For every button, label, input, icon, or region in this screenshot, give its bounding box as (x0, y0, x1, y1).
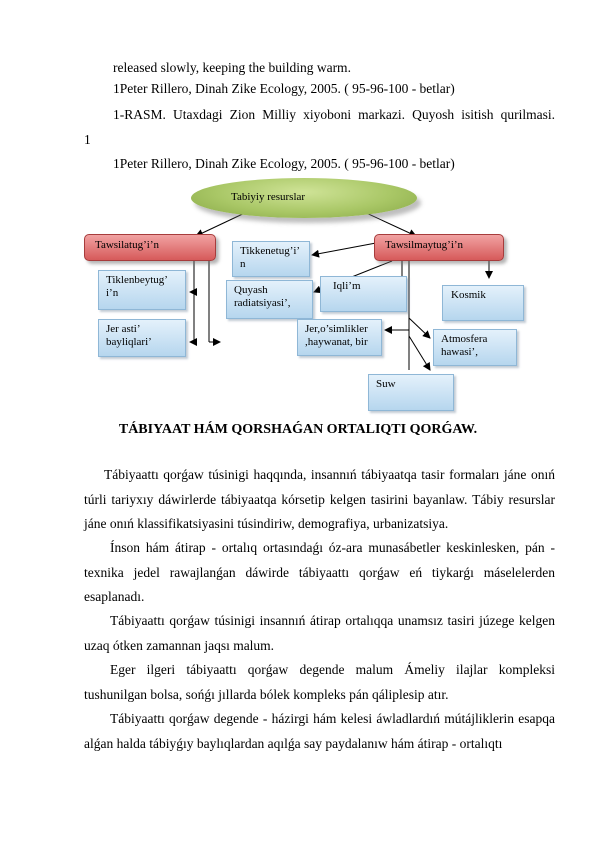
middle-item-node: Quyash radiatsiyasi’, (226, 280, 313, 319)
body-paragraph: Tábiyaattı qorǵaw túsinigi insannıń átirap ortalıqqa unamsız tasiri júzege kelgen uzaq ótken zamannan jaqsı malum. (84, 613, 555, 653)
nonrenewable-category-node: Tawsilmaytug’i’n (374, 234, 504, 261)
renewable-category-node: Tawsilatug’i’n (84, 234, 216, 261)
footnote-reference: 1Peter Rillero, Dinah Zike Ecology, 2005. ( 95-96-100 - betlar) (113, 81, 455, 96)
body-paragraph: Ínson hám átirap - ortalıq ortasındaǵı óz-ara munasábetler keskinlesken, pán - texnika jedel rawajlanǵan dáwirde tábiyaattı qorǵaw eń tiykarǵı máselelerden esaplanadı. (84, 540, 555, 605)
text-line: released slowly, keeping the building warm. (113, 60, 351, 75)
footnote-reference: 1Peter Rillero, Dinah Zike Ecology, 2005. ( 95-96-100 - betlar) (113, 156, 455, 171)
figure-caption: 1-RASM. Utaxdagi Zion Milliy xiyoboni markazi. Quyosh isitish qurilmasi. (113, 107, 555, 122)
left-item-node: Tiklenbeytug’ i’n (98, 270, 186, 310)
right-item-node: Kosmik (442, 285, 524, 321)
section-heading: TÁBIYAAT HÁM QORSHAǴAN ORTALIQTI QORǴAW. (118, 422, 478, 437)
body-paragraph: Tábiyaattı qorǵaw túsinigi haqqında, insannıń tábiyaatqa tasir formaları jáne onıń túrli tariyxıy dáwirlerde tábiyaatqa kórsetip kelgen tasirini bayanlaw. Tábiy resurslar jáne onıń klassifikatsiyasini túsindiriw, demografiya, urbanizatsiya. (84, 467, 555, 532)
root-node: Tabiyiy resurslar (191, 178, 417, 218)
middle-item-node: Iqli’m (320, 276, 407, 312)
middle-item-node: Suw (368, 374, 454, 411)
middle-item-node: Tikkenetug’i’ n (232, 241, 310, 277)
left-item-node: Jer asti’ bayliqlari’ (98, 319, 186, 357)
right-item-node: Atmosfera hawasi’, (433, 329, 517, 366)
footnote-number: 1 (84, 132, 91, 147)
body-paragraph: Tábiyaattı qorǵaw degende - házirgi hám kelesi áwladlardıń mútájliklerin esapqa alǵan halda tábiyǵıy baylıqlardan aqılǵa say paydalanıw hám átirap - ortalıqtı (84, 711, 555, 751)
body-paragraph: Eger ilgeri tábiyaattı qorǵaw degende malum Ámeliy ilajlar kompleksi tushunilgan bolsa, sońǵı jıllarda bólek kompleks pán qáliplesip atır. (84, 662, 555, 702)
middle-item-node: Jer,o’simlikler ,haywanat, bir (297, 319, 382, 356)
